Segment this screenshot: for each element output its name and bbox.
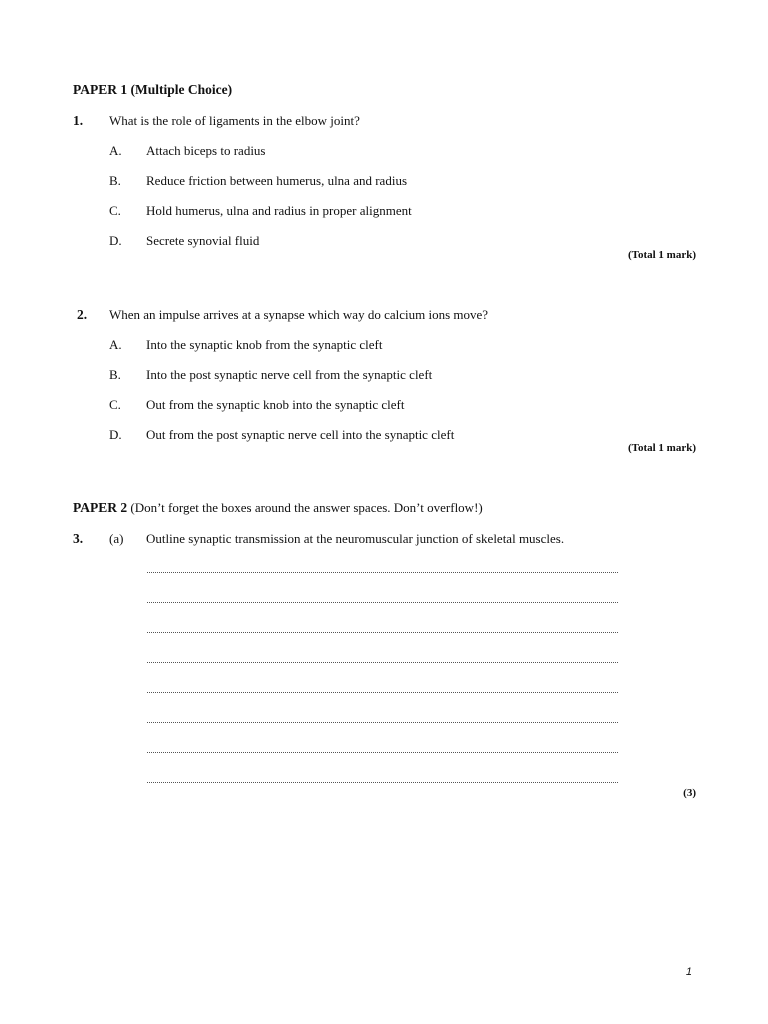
- q1-option-c-letter: C.: [109, 203, 121, 218]
- q1-option-b-text: Reduce friction between humerus, ulna and radius: [146, 173, 407, 188]
- answer-line[interactable]: [147, 601, 618, 603]
- q1-option-a-letter: A.: [109, 143, 122, 158]
- answer-line[interactable]: [147, 721, 618, 723]
- q2-option-b-text: Into the post synaptic nerve cell from the synaptic cleft: [146, 367, 433, 382]
- q2-option-b-letter: B.: [109, 367, 121, 382]
- paper1-heading: PAPER 1 (Multiple Choice): [73, 82, 233, 97]
- q2-option-a-letter: A.: [109, 337, 122, 352]
- q2-option-c-text: Out from the synaptic knob into the synaptic cleft: [146, 397, 405, 412]
- q1-option-d-letter: D.: [109, 233, 122, 248]
- answer-line[interactable]: [147, 571, 618, 573]
- q2-option-d-letter: D.: [109, 427, 122, 442]
- question-3-part: (a): [109, 531, 124, 546]
- page-number: 1: [685, 966, 692, 978]
- question-2-number: 2.: [77, 307, 88, 322]
- question-3-number: 3.: [73, 531, 84, 546]
- paper2-heading-note: (Don’t forget the boxes around the answer spaces. Don’t overflow!): [127, 500, 483, 515]
- question-1-text: What is the role of ligaments in the elbow joint?: [109, 113, 360, 128]
- paper2-heading: [73, 500, 483, 516]
- q1-total-mark: (Total 1 mark): [627, 249, 696, 261]
- q2-total-mark: (Total 1 mark): [627, 442, 696, 454]
- q1-option-a-text: Attach biceps to radius: [146, 143, 266, 158]
- q1-option-c-text: Hold humerus, ulna and radius in proper alignment: [146, 203, 412, 218]
- answer-line[interactable]: [147, 781, 618, 783]
- q1-option-d-text: Secrete synovial fluid: [146, 233, 260, 248]
- question-2-text: When an impulse arrives at a synapse which way do calcium ions move?: [109, 307, 489, 322]
- q1-option-b-letter: B.: [109, 173, 121, 188]
- answer-line[interactable]: [147, 631, 618, 633]
- question-1-number: 1.: [73, 113, 84, 128]
- paper2-heading-title: PAPER 2: [73, 500, 128, 515]
- q2-option-a-text: Into the synaptic knob from the synaptic cleft: [146, 337, 383, 352]
- q3-marks: (3): [683, 787, 696, 799]
- q2-option-d-text: Out from the post synaptic nerve cell into the synaptic cleft: [146, 427, 455, 442]
- answer-line[interactable]: [147, 751, 618, 753]
- answer-line[interactable]: [147, 691, 618, 693]
- answer-line[interactable]: [147, 661, 618, 663]
- question-3-text: Outline synaptic transmission at the neuromuscular junction of skeletal muscles.: [146, 531, 565, 546]
- q2-option-c-letter: C.: [109, 397, 121, 412]
